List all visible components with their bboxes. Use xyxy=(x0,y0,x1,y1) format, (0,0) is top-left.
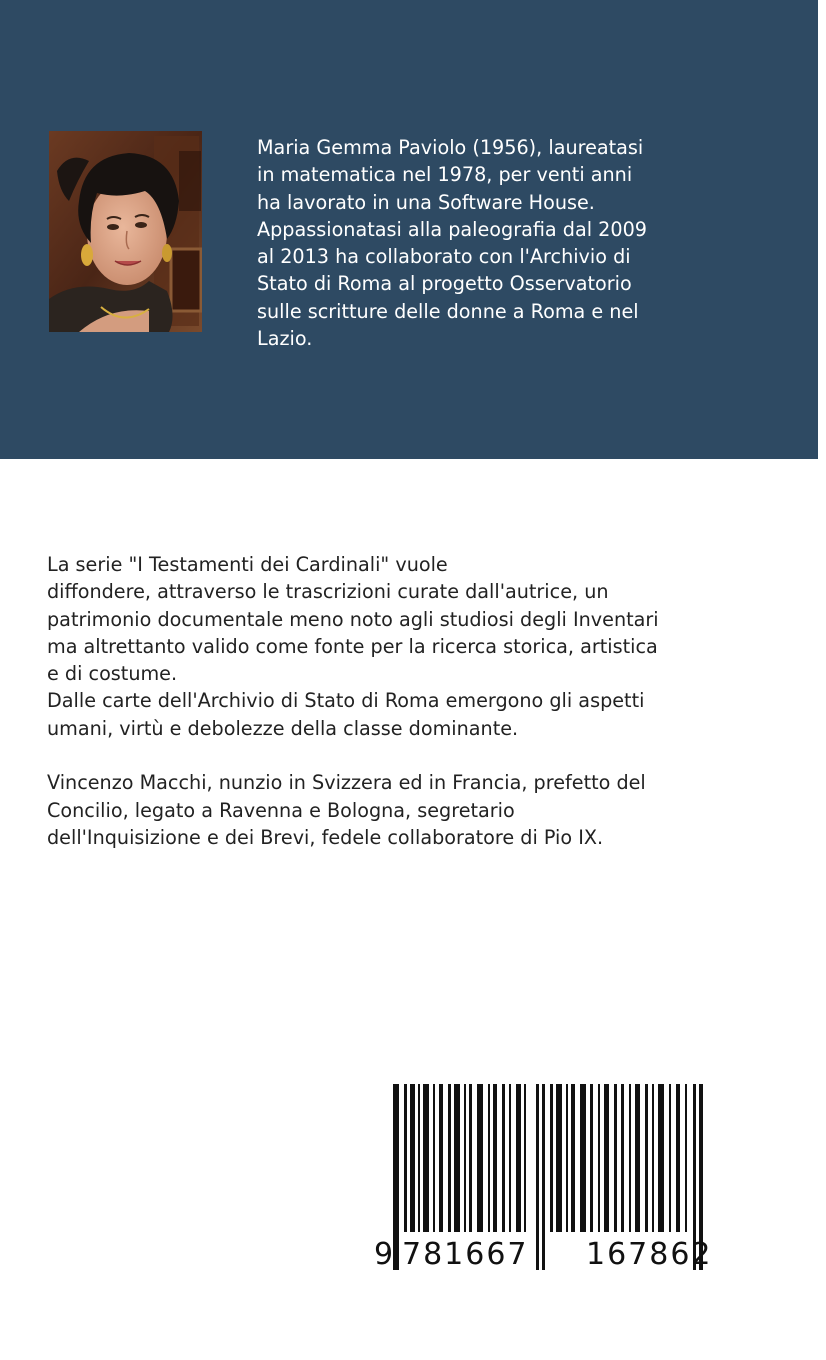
bio-line: sulle scritture delle donne a Roma e nel xyxy=(257,299,639,323)
barcode-bar xyxy=(669,1084,671,1232)
barcode-bar xyxy=(635,1084,640,1232)
bio-line: al 2013 ha collaborato con l'Archivio di xyxy=(257,245,631,269)
description-line: Concilio, legato a Ravenna e Bologna, segretario xyxy=(47,798,515,822)
barcode-bar xyxy=(524,1084,526,1232)
barcode-bar xyxy=(454,1084,460,1232)
barcode-guard-bar xyxy=(536,1084,539,1270)
bio-line: ha lavorato in una Software House. xyxy=(257,190,595,214)
description-line: umani, virtù e debolezze della classe dominante. xyxy=(47,716,519,740)
bio-line: Maria Gemma Paviolo (1956), laureatasi xyxy=(257,136,644,159)
bio-line: Lazio. xyxy=(257,327,313,351)
barcode-first-digit: 9 xyxy=(374,1237,394,1272)
barcode-bar xyxy=(652,1084,654,1232)
barcode-bar xyxy=(614,1084,617,1232)
description-line: dell'Inquisizione e dei Brevi, fedele collaboratore di Pio IX. xyxy=(47,825,604,849)
description-line: Dalle carte dell'Archivio di Stato di Roma emergono gli aspetti xyxy=(47,689,645,713)
barcode-bar xyxy=(433,1084,435,1232)
barcode-bar xyxy=(469,1084,472,1232)
barcode-guard-bar xyxy=(393,1084,397,1270)
bio-line: Appassionatasi alla paleografia dal 2009 xyxy=(257,217,647,241)
barcode-bar xyxy=(685,1084,687,1232)
barcode-bar xyxy=(404,1084,407,1232)
barcode-bar xyxy=(590,1084,593,1232)
barcode-bar xyxy=(509,1084,511,1232)
barcode-bar xyxy=(598,1084,600,1232)
bio-line: Stato di Roma al progetto Osservatorio xyxy=(257,272,632,296)
barcode-bar xyxy=(658,1084,664,1232)
barcode-left-digits: 781667 xyxy=(402,1237,529,1272)
barcode-bar xyxy=(580,1084,586,1232)
book-description xyxy=(47,551,787,851)
paragraph-gap xyxy=(47,742,787,769)
description-line: e di costume. xyxy=(47,662,178,686)
barcode-bar xyxy=(571,1084,575,1232)
author-photo xyxy=(49,131,202,332)
barcode-bar xyxy=(502,1084,505,1232)
author-bio xyxy=(257,134,727,352)
barcode-bar xyxy=(493,1084,497,1232)
barcode-bar xyxy=(488,1084,490,1232)
barcode-bar xyxy=(621,1084,624,1232)
barcode-bar xyxy=(516,1084,521,1232)
barcode-bar xyxy=(566,1084,568,1232)
description-line: Vincenzo Macchi, nunzio in Svizzera ed in Francia, prefetto del xyxy=(47,771,646,795)
barcode-bar xyxy=(448,1084,451,1232)
barcode-guard-bar xyxy=(397,1084,399,1270)
barcode-bar xyxy=(676,1084,680,1232)
barcode-bar xyxy=(439,1084,443,1232)
barcode-guard-bar xyxy=(542,1084,545,1270)
barcode-bar xyxy=(556,1084,562,1232)
isbn-barcode xyxy=(360,1084,760,1274)
barcode-bar xyxy=(410,1084,415,1232)
barcode-bar xyxy=(550,1084,553,1232)
description-line: La serie "I Testamenti dei Cardinali" vuole xyxy=(47,553,448,576)
description-line: patrimonio documentale meno noto agli studiosi degli Inventari xyxy=(47,607,659,631)
barcode-bar xyxy=(629,1084,631,1232)
bio-line: in matematica nel 1978, per venti anni xyxy=(257,163,633,187)
barcode-bar xyxy=(645,1084,648,1232)
barcode-bar xyxy=(464,1084,466,1232)
description-line: ma altrettanto valido come fonte per la ricerca storica, artistica xyxy=(47,634,658,658)
barcode-bar xyxy=(418,1084,420,1232)
barcode-bar xyxy=(604,1084,609,1232)
barcode-bar xyxy=(423,1084,429,1232)
description-line: diffondere, attraverso le trascrizioni curate dall'autrice, un xyxy=(47,580,609,604)
barcode-bar xyxy=(477,1084,483,1232)
barcode-right-digits: 167862 xyxy=(586,1237,713,1272)
